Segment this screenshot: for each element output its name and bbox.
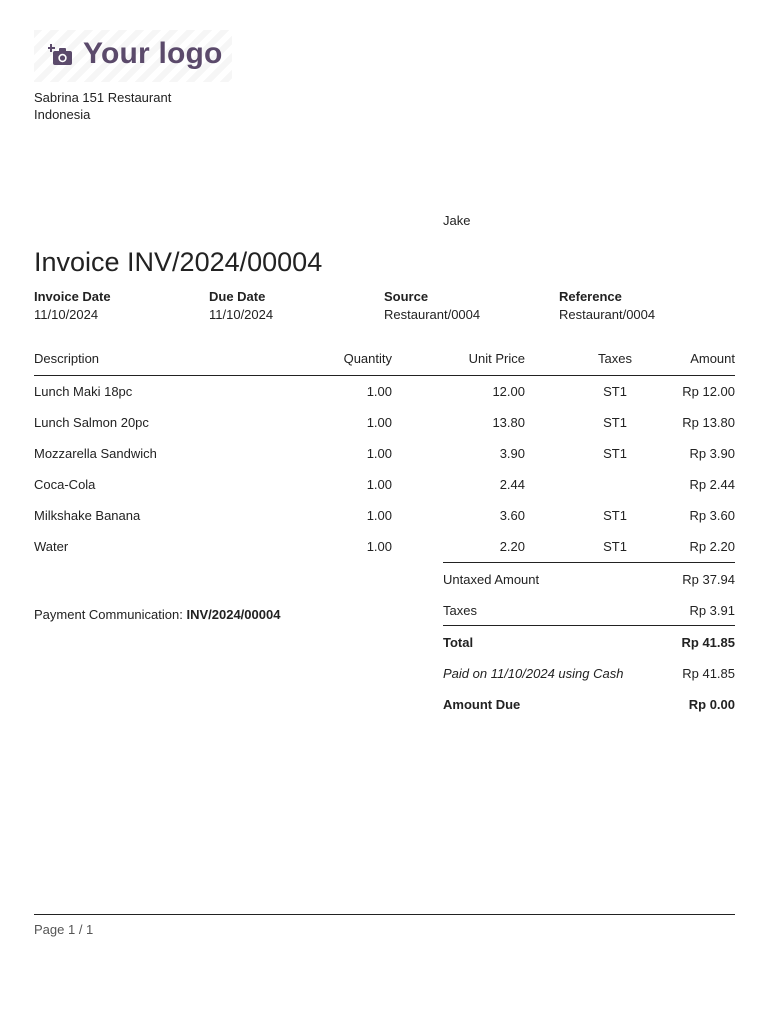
- taxes-label: Taxes: [443, 603, 477, 618]
- line-amount: Rp 3.90: [689, 446, 735, 461]
- total-value: Rp 41.85: [681, 635, 735, 650]
- untaxed-label: Untaxed Amount: [443, 572, 540, 587]
- amount-due-value: Rp 0.00: [688, 697, 735, 712]
- line-taxes: ST1: [603, 384, 627, 399]
- table-row: [34, 407, 735, 438]
- meta-source: [384, 289, 554, 322]
- meta-reference: [559, 289, 729, 322]
- table-header: [34, 349, 735, 376]
- payment-label: Payment Communication:: [34, 607, 183, 622]
- camera-plus-icon: [48, 43, 74, 67]
- amount-due-row: [443, 688, 735, 719]
- total-label: Total: [443, 635, 474, 650]
- meta-value: Restaurant/0004: [384, 307, 481, 322]
- meta-value: 11/10/2024: [34, 307, 99, 322]
- line-amount: Rp 13.80: [682, 415, 735, 430]
- taxes-value: Rp 3.91: [689, 603, 735, 618]
- total-row: [443, 625, 735, 657]
- paid-label: Paid on 11/10/2024 using Cash: [443, 666, 624, 681]
- meta-label: Invoice Date: [34, 289, 111, 304]
- line-amount: Rp 3.60: [689, 508, 735, 523]
- line-taxes: ST1: [603, 415, 627, 430]
- meta-due-date: [209, 289, 379, 322]
- line-unit-price: 13.80: [492, 415, 525, 430]
- invoice-title: Invoice INV/2024/00004: [34, 247, 323, 277]
- untaxed-value: Rp 37.94: [682, 572, 735, 587]
- line-taxes: ST1: [603, 539, 627, 554]
- payment-communication: [34, 607, 280, 622]
- logo-text: Your logo: [83, 37, 223, 70]
- header-amount: Amount: [690, 351, 735, 366]
- footer-divider: [34, 914, 735, 915]
- line-description: Lunch Salmon 20pc: [34, 415, 149, 430]
- line-unit-price: 3.60: [499, 508, 525, 523]
- header-unit-price: Unit Price: [468, 351, 525, 366]
- header-taxes: Taxes: [598, 351, 632, 366]
- meta-label: Reference: [559, 289, 622, 304]
- line-description: Milkshake Banana: [34, 508, 141, 523]
- line-unit-price: 12.00: [492, 384, 525, 399]
- header-quantity: Quantity: [343, 351, 392, 366]
- header-description: Description: [34, 351, 100, 366]
- line-quantity: 1.00: [366, 539, 392, 554]
- line-amount: Rp 12.00: [682, 384, 735, 399]
- company-name: Sabrina 151 Restaurant: [34, 90, 172, 105]
- company-country: Indonesia: [34, 107, 91, 122]
- table-row: [34, 500, 735, 531]
- line-taxes: ST1: [603, 508, 627, 523]
- line-description: Water: [34, 539, 69, 554]
- paid-row: [443, 657, 735, 688]
- meta-value: Restaurant/0004: [559, 307, 656, 322]
- page-number: Page 1 / 1: [34, 922, 94, 937]
- payment-reference: INV/2024/00004: [186, 607, 281, 622]
- line-description: Coca-Cola: [34, 477, 96, 492]
- invoice-lines-table: [34, 349, 735, 562]
- table-row: [34, 469, 735, 500]
- customer-name: Jake: [443, 213, 471, 228]
- meta-invoice-date: [34, 289, 204, 322]
- meta-label: Source: [384, 289, 429, 304]
- line-unit-price: 2.44: [499, 477, 525, 492]
- line-taxes: ST1: [603, 446, 627, 461]
- line-description: Mozzarella Sandwich: [34, 446, 157, 461]
- paid-value: Rp 41.85: [682, 666, 735, 681]
- table-row: [34, 376, 735, 407]
- line-quantity: 1.00: [366, 415, 392, 430]
- meta-value: 11/10/2024: [209, 307, 274, 322]
- table-row: [34, 531, 735, 562]
- table-row: [34, 438, 735, 469]
- line-quantity: 1.00: [366, 508, 392, 523]
- line-unit-price: 3.90: [499, 446, 525, 461]
- line-amount: Rp 2.20: [689, 539, 735, 554]
- line-description: Lunch Maki 18pc: [34, 384, 133, 399]
- company-address: [34, 89, 171, 123]
- line-quantity: 1.00: [366, 477, 392, 492]
- line-quantity: 1.00: [366, 446, 392, 461]
- meta-label: Due Date: [209, 289, 266, 304]
- line-quantity: 1.00: [366, 384, 392, 399]
- untaxed-amount-row: [443, 562, 735, 594]
- line-unit-price: 2.20: [499, 539, 525, 554]
- taxes-row: [443, 594, 735, 625]
- totals-block: [443, 562, 735, 719]
- amount-due-label: Amount Due: [443, 697, 521, 712]
- line-amount: Rp 2.44: [689, 477, 735, 492]
